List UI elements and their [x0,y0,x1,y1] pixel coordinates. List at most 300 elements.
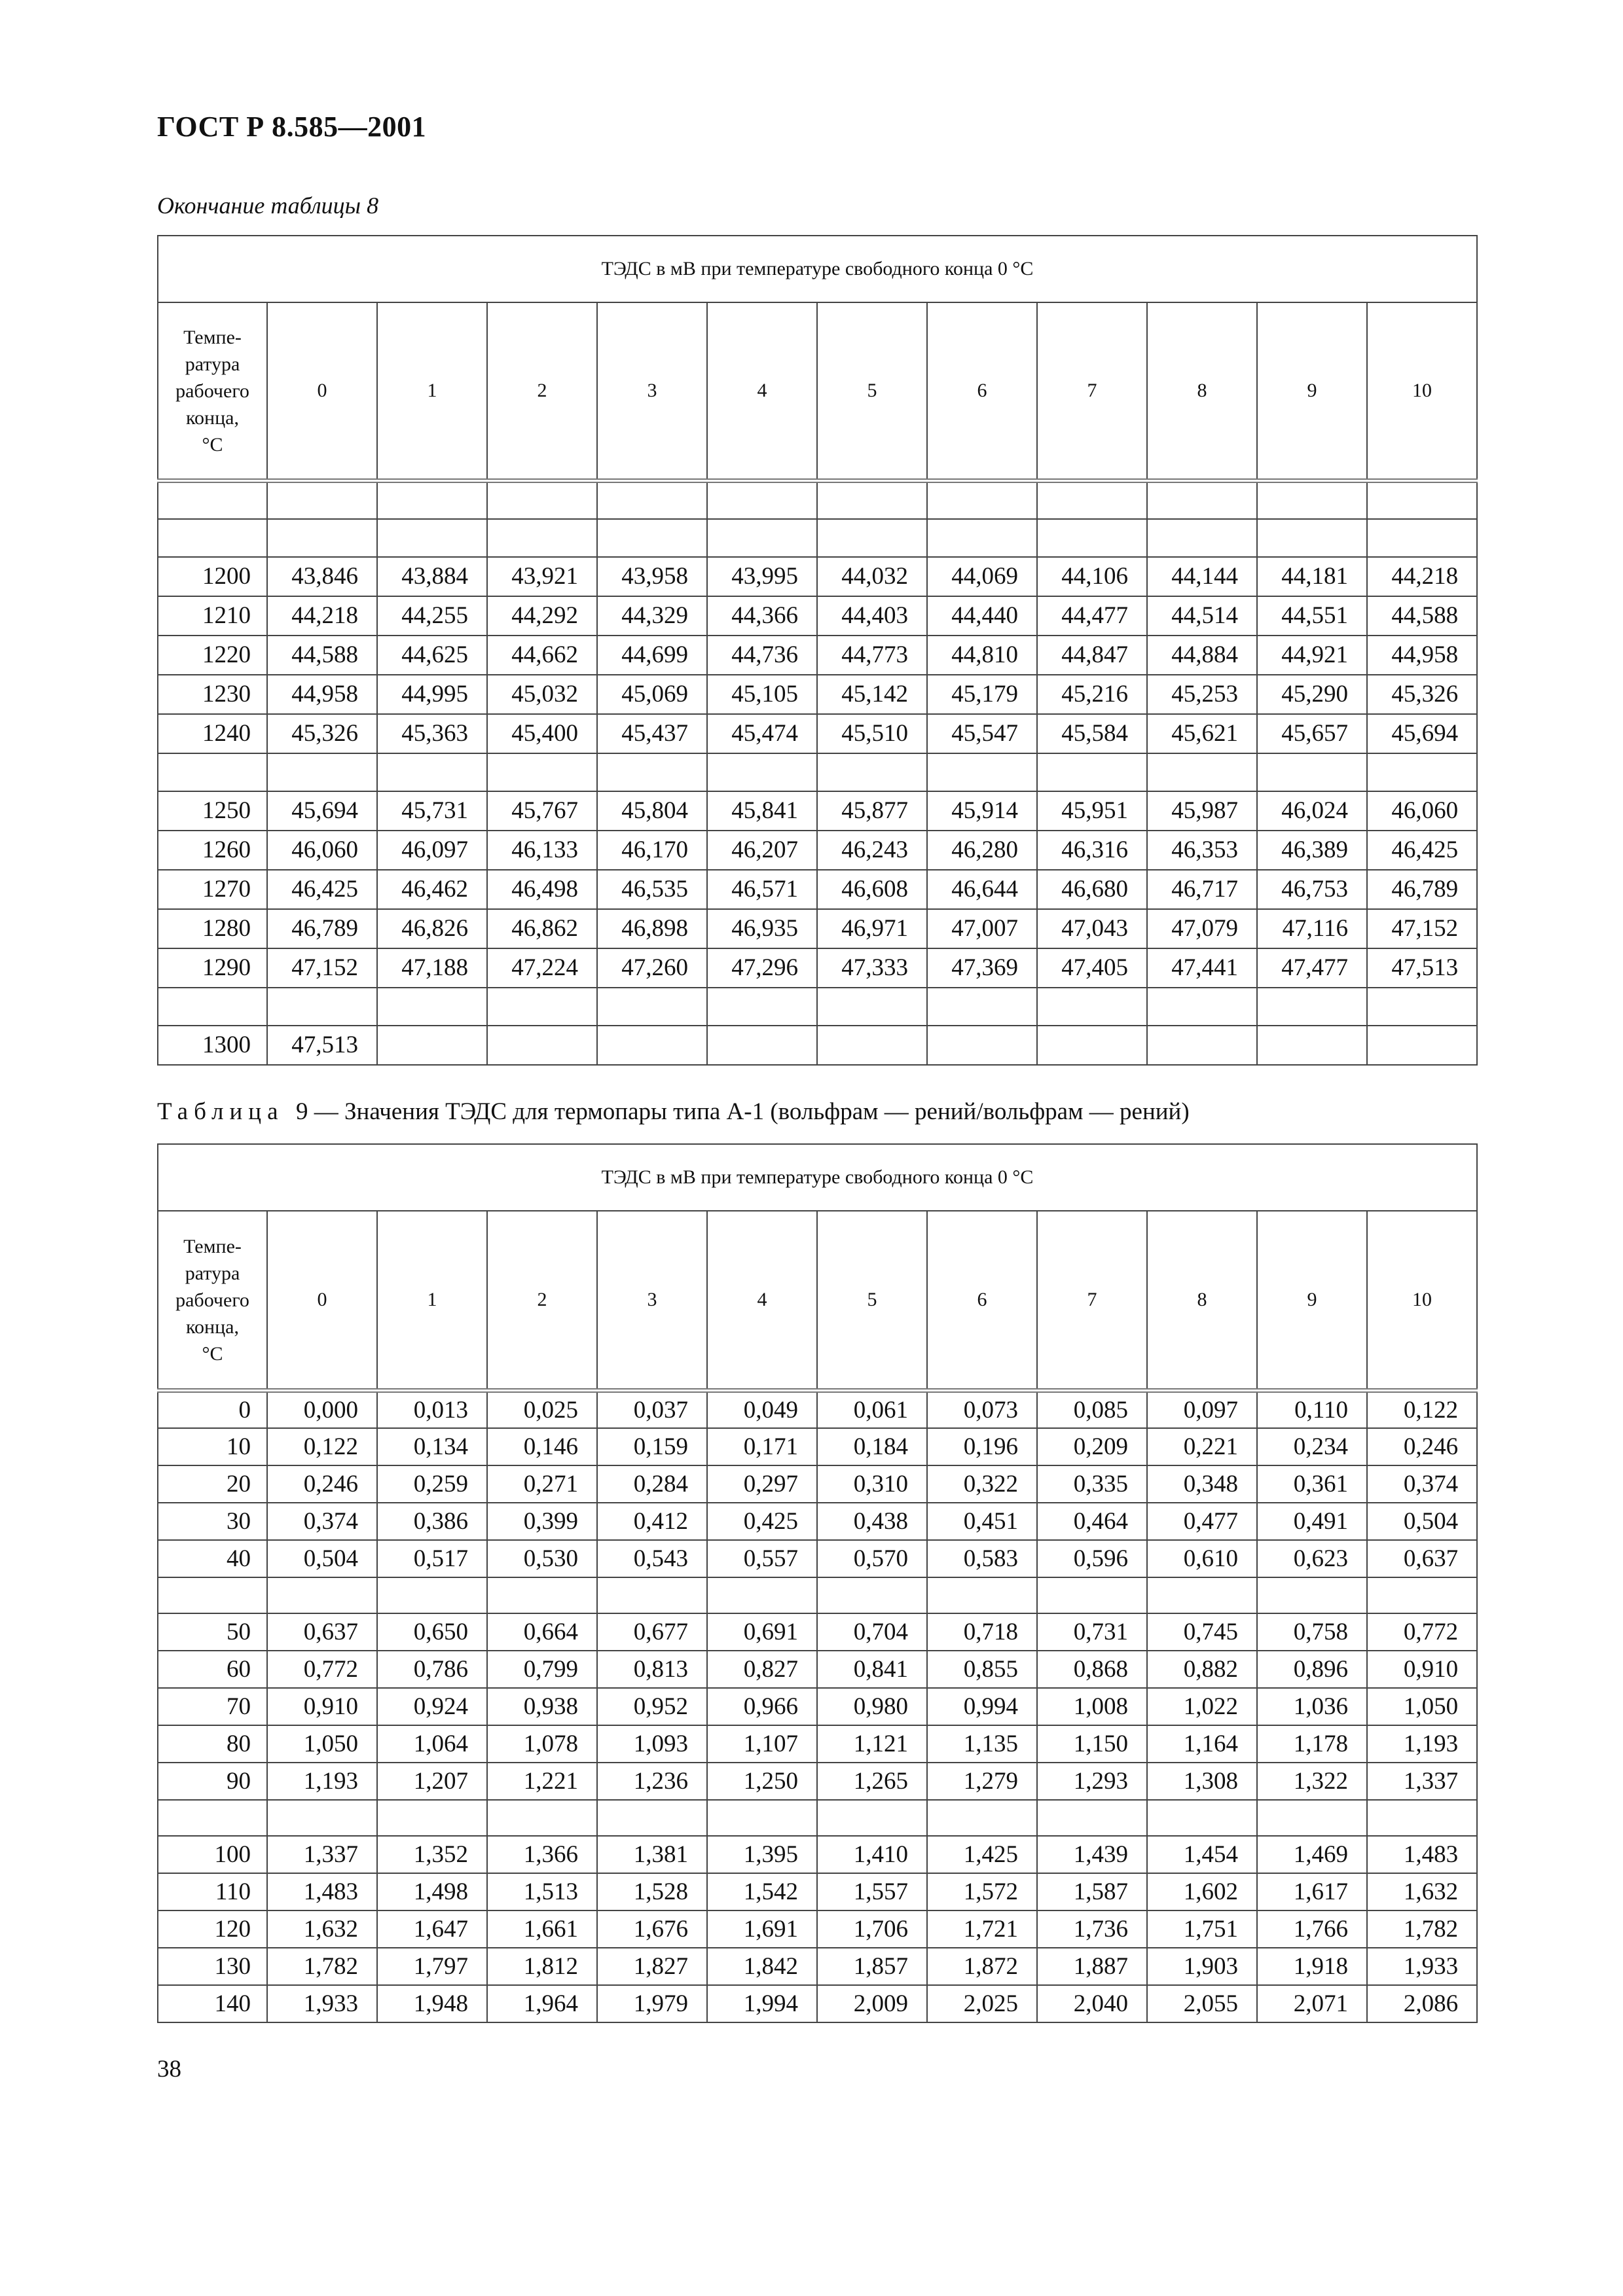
value-cell: 1,308 [1147,1763,1257,1800]
value-cell: 0,122 [1367,1391,1477,1428]
table9-col-header: 3 [597,1211,707,1391]
value-cell: 0,246 [267,1465,377,1503]
value-cell: 44,329 [597,596,707,636]
value-cell: 45,437 [597,714,707,753]
value-cell: 0,221 [1147,1428,1257,1465]
temperature-cell: 1200 [158,557,267,596]
table-row [158,948,1477,988]
value-cell: 1,887 [1037,1948,1147,1985]
value-cell: 47,224 [487,948,597,988]
value-cell [487,1026,597,1065]
temperature-cell: 110 [158,1873,267,1910]
value-cell: 46,462 [377,870,487,909]
value-cell: 0,994 [927,1688,1037,1725]
value-cell: 45,032 [487,675,597,714]
value-cell: 2,009 [817,1985,927,2022]
value-cell: 1,948 [377,1985,487,2022]
value-cell: 43,958 [597,557,707,596]
value-cell: 0,772 [267,1651,377,1688]
value-cell: 1,193 [267,1763,377,1800]
value-cell: 1,632 [1367,1873,1477,1910]
value-cell: 1,193 [1367,1725,1477,1763]
value-cell: 0,813 [597,1651,707,1688]
value-cell [1367,1026,1477,1065]
empty-cell [1147,988,1257,1026]
value-cell: 0,085 [1037,1391,1147,1428]
value-cell: 45,547 [927,714,1037,753]
value-cell: 1,121 [817,1725,927,1763]
empty-cell [817,753,927,791]
value-cell: 44,218 [1367,557,1477,596]
value-cell: 45,474 [707,714,817,753]
table8 [157,235,1478,1066]
separator-row [158,1577,1477,1613]
value-cell: 1,439 [1037,1836,1147,1873]
table-row [158,675,1477,714]
empty-cell [1037,519,1147,557]
value-cell: 0,335 [1037,1465,1147,1503]
value-cell: 0,073 [927,1391,1037,1428]
empty-cell [158,519,267,557]
value-cell [597,1026,707,1065]
value-cell: 46,717 [1147,870,1257,909]
temperature-cell: 1300 [158,1026,267,1065]
table-row [158,1391,1477,1428]
empty-cell [927,1577,1037,1613]
value-cell: 45,767 [487,791,597,831]
empty-cell [1257,753,1367,791]
value-cell: 1,557 [817,1873,927,1910]
table8-col-header: 1 [377,302,487,481]
value-cell: 2,025 [927,1985,1037,2022]
value-cell: 44,403 [817,596,927,636]
value-cell: 47,513 [1367,948,1477,988]
value-cell: 2,040 [1037,1985,1147,2022]
value-cell: 44,588 [267,636,377,675]
value-cell: 44,921 [1257,636,1367,675]
separator-row [158,988,1477,1026]
table9-col-header: 6 [927,1211,1037,1391]
empty-cell [1037,753,1147,791]
value-cell: 0,297 [707,1465,817,1503]
empty-cell [1367,481,1477,519]
value-cell: 0,284 [597,1465,707,1503]
empty-cell [487,988,597,1026]
value-cell: 45,914 [927,791,1037,831]
value-cell: 45,216 [1037,675,1147,714]
value-cell: 0,896 [1257,1651,1367,1688]
empty-cell [158,1577,267,1613]
empty-cell [377,481,487,519]
value-cell: 2,055 [1147,1985,1257,2022]
value-cell [1257,1026,1367,1065]
value-cell: 1,766 [1257,1910,1367,1948]
value-cell: 46,935 [707,909,817,948]
empty-cell [267,519,377,557]
value-cell: 1,661 [487,1910,597,1948]
value-cell: 1,164 [1147,1725,1257,1763]
value-cell: 44,736 [707,636,817,675]
value-cell: 0,374 [1367,1465,1477,1503]
value-cell: 1,050 [1367,1688,1477,1725]
value-cell: 0,209 [1037,1428,1147,1465]
value-cell: 1,827 [597,1948,707,1985]
value-cell: 0,504 [267,1540,377,1577]
value-cell: 1,617 [1257,1873,1367,1910]
value-cell: 1,632 [267,1910,377,1948]
value-cell: 0,924 [377,1688,487,1725]
empty-cell [267,1800,377,1836]
value-cell [707,1026,817,1065]
value-cell: 0,637 [267,1613,377,1651]
value-cell: 2,086 [1367,1985,1477,2022]
table8-col-header: 8 [1147,302,1257,481]
value-cell: 0,097 [1147,1391,1257,1428]
separator-row [158,1800,1477,1836]
value-cell: 0,718 [927,1613,1037,1651]
table9-col-header: 0 [267,1211,377,1391]
table8-col-header: 3 [597,302,707,481]
value-cell: 45,951 [1037,791,1147,831]
value-cell: 0,882 [1147,1651,1257,1688]
temperature-cell: 120 [158,1910,267,1948]
value-cell: 46,133 [487,831,597,870]
empty-cell [707,753,817,791]
value-cell: 0,374 [267,1503,377,1540]
value-cell: 46,535 [597,870,707,909]
value-cell: 1,093 [597,1725,707,1763]
table8-span-header: ТЭДС в мВ при температуре свободного конца 0 °С [158,236,1477,302]
temperature-cell: 1280 [158,909,267,948]
value-cell: 1,221 [487,1763,597,1800]
table-row [158,1651,1477,1688]
value-cell: 0,952 [597,1688,707,1725]
value-cell: 0,322 [927,1465,1037,1503]
value-cell: 46,608 [817,870,927,909]
value-cell: 1,572 [927,1873,1037,1910]
value-cell: 0,110 [1257,1391,1367,1428]
value-cell: 46,971 [817,909,927,948]
table9-column-header-row [158,1211,1477,1391]
value-cell: 45,326 [1367,675,1477,714]
value-cell: 45,105 [707,675,817,714]
value-cell: 1,602 [1147,1873,1257,1910]
empty-cell [1257,1577,1367,1613]
value-cell: 46,243 [817,831,927,870]
value-cell: 46,680 [1037,870,1147,909]
value-cell: 0,610 [1147,1540,1257,1577]
empty-cell [267,988,377,1026]
value-cell: 0,477 [1147,1503,1257,1540]
empty-cell [158,988,267,1026]
value-cell: 1,797 [377,1948,487,1985]
table8-col-header: 5 [817,302,927,481]
empty-cell [817,1800,927,1836]
document-header: ГОСТ Р 8.585—2001 [157,111,427,143]
value-cell: 1,381 [597,1836,707,1873]
empty-cell [597,481,707,519]
temperature-cell: 100 [158,1836,267,1873]
value-cell: 45,657 [1257,714,1367,753]
table-row [158,909,1477,948]
value-cell: 0,159 [597,1428,707,1465]
value-cell: 47,007 [927,909,1037,948]
value-cell: 44,995 [377,675,487,714]
empty-cell [817,481,927,519]
value-cell: 1,293 [1037,1763,1147,1800]
table8-col-header: 2 [487,302,597,481]
table9-caption-text: 9 — Значения ТЭДС для термопары типа А-1 (вольфрам — рений/вольфрам — рений) [296,1098,1190,1125]
value-cell: 1,250 [707,1763,817,1800]
value-cell: 1,337 [1367,1763,1477,1800]
value-cell: 47,513 [267,1026,377,1065]
empty-cell [707,481,817,519]
value-cell: 44,588 [1367,596,1477,636]
table8-col-header: 0 [267,302,377,481]
empty-cell [1367,1800,1477,1836]
empty-cell [487,753,597,791]
value-cell: 1,236 [597,1763,707,1800]
value-cell: 47,043 [1037,909,1147,948]
value-cell: 1,022 [1147,1688,1257,1725]
value-cell: 46,316 [1037,831,1147,870]
value-cell: 47,477 [1257,948,1367,988]
empty-cell [1367,753,1477,791]
empty-cell [927,1800,1037,1836]
value-cell: 0,310 [817,1465,927,1503]
table9-col-header: 7 [1037,1211,1147,1391]
value-cell: 1,933 [1367,1948,1477,1985]
value-cell: 1,337 [267,1836,377,1873]
value-cell: 47,188 [377,948,487,988]
value-cell [927,1026,1037,1065]
table9-col-header: 2 [487,1211,597,1391]
value-cell: 45,400 [487,714,597,753]
table9-col-header: 4 [707,1211,817,1391]
value-cell: 1,542 [707,1873,817,1910]
empty-cell [158,1800,267,1836]
table8-col-header: 4 [707,302,817,481]
value-cell: 0,623 [1257,1540,1367,1577]
table8-col-header: 6 [927,302,1037,481]
value-cell: 45,584 [1037,714,1147,753]
value-cell: 0,425 [707,1503,817,1540]
value-cell: 46,498 [487,870,597,909]
empty-cell [1147,519,1257,557]
value-cell: 45,731 [377,791,487,831]
value-cell: 1,454 [1147,1836,1257,1873]
value-cell: 1,587 [1037,1873,1147,1910]
value-cell: 1,265 [817,1763,927,1800]
temperature-cell: 30 [158,1503,267,1540]
empty-cell [1147,481,1257,519]
value-cell: 46,060 [1367,791,1477,831]
table-row [158,1688,1477,1725]
empty-cell [377,1800,487,1836]
table-row [158,870,1477,909]
table9-caption-label: Таблица [157,1098,284,1125]
value-cell: 47,116 [1257,909,1367,948]
value-cell: 43,995 [707,557,817,596]
table-row [158,596,1477,636]
value-cell: 43,921 [487,557,597,596]
value-cell: 44,255 [377,596,487,636]
table9-col-header: 5 [817,1211,927,1391]
table-row [158,1428,1477,1465]
value-cell: 0,146 [487,1428,597,1465]
temperature-cell: 1240 [158,714,267,753]
value-cell: 1,676 [597,1910,707,1948]
empty-cell [377,753,487,791]
empty-cell [267,1577,377,1613]
empty-cell [1147,753,1257,791]
empty-cell [487,1577,597,1613]
value-cell: 45,510 [817,714,927,753]
empty-cell [487,481,597,519]
value-cell: 0,731 [1037,1613,1147,1651]
value-cell: 43,884 [377,557,487,596]
table-row [158,1613,1477,1651]
table8-caption: Окончание таблицы 8 [157,192,379,219]
value-cell: 0,271 [487,1465,597,1503]
value-cell: 0,980 [817,1688,927,1725]
empty-cell [927,988,1037,1026]
value-cell: 44,551 [1257,596,1367,636]
value-cell: 44,884 [1147,636,1257,675]
value-cell: 47,369 [927,948,1037,988]
value-cell: 47,260 [597,948,707,988]
value-cell: 44,032 [817,557,927,596]
value-cell: 47,152 [1367,909,1477,948]
value-cell: 44,625 [377,636,487,675]
table-row [158,1985,1477,2022]
value-cell: 45,253 [1147,675,1257,714]
value-cell: 0,399 [487,1503,597,1540]
value-cell: 45,987 [1147,791,1257,831]
value-cell: 1,135 [927,1725,1037,1763]
value-cell: 0,171 [707,1428,817,1465]
value-cell: 46,060 [267,831,377,870]
table9-col-header: 9 [1257,1211,1367,1391]
temperature-cell: 1220 [158,636,267,675]
table-row [158,714,1477,753]
table8-col-header: 10 [1367,302,1477,481]
value-cell: 1,366 [487,1836,597,1873]
value-cell: 47,296 [707,948,817,988]
value-cell: 0,530 [487,1540,597,1577]
value-cell: 1,691 [707,1910,817,1948]
value-cell: 1,782 [267,1948,377,1985]
value-cell: 1,279 [927,1763,1037,1800]
value-cell: 46,425 [267,870,377,909]
value-cell: 0,491 [1257,1503,1367,1540]
value-cell: 43,846 [267,557,377,596]
value-cell: 0,196 [927,1428,1037,1465]
value-cell: 1,064 [377,1725,487,1763]
temperature-cell: 80 [158,1725,267,1763]
value-cell: 47,152 [267,948,377,988]
value-cell: 1,395 [707,1836,817,1873]
value-cell: 1,647 [377,1910,487,1948]
value-cell: 1,425 [927,1836,1037,1873]
value-cell: 1,469 [1257,1836,1367,1873]
empty-cell [927,753,1037,791]
value-cell: 1,933 [267,1985,377,2022]
value-cell: 1,994 [707,1985,817,2022]
table8-column-header-row [158,302,1477,481]
value-cell: 44,810 [927,636,1037,675]
table-row [158,1725,1477,1763]
value-cell: 44,958 [1367,636,1477,675]
value-cell: 0,966 [707,1688,817,1725]
empty-cell [817,988,927,1026]
empty-cell [158,753,267,791]
empty-cell [597,1800,707,1836]
temperature-cell: 1250 [158,791,267,831]
value-cell: 45,363 [377,714,487,753]
empty-cell [707,1577,817,1613]
table-row [158,1910,1477,1948]
value-cell: 0,841 [817,1651,927,1688]
table-row [158,557,1477,596]
temperature-cell: 1230 [158,675,267,714]
value-cell: 0,361 [1257,1465,1367,1503]
temperature-cell: 140 [158,1985,267,2022]
value-cell: 0,745 [1147,1613,1257,1651]
value-cell: 1,050 [267,1725,377,1763]
value-cell: 44,773 [817,636,927,675]
value-cell: 0,855 [927,1651,1037,1688]
value-cell: 0,827 [707,1651,817,1688]
value-cell: 1,498 [377,1873,487,1910]
value-cell: 0,677 [597,1613,707,1651]
value-cell: 1,872 [927,1948,1037,1985]
value-cell: 46,862 [487,909,597,948]
table9-col-header: 10 [1367,1211,1477,1391]
value-cell: 1,706 [817,1910,927,1948]
table-row [158,636,1477,675]
value-cell: 1,207 [377,1763,487,1800]
value-cell [377,1026,487,1065]
value-cell: 0,938 [487,1688,597,1725]
temperature-cell: 40 [158,1540,267,1577]
table9 [157,1143,1478,2023]
value-cell: 1,008 [1037,1688,1147,1725]
separator-row [158,519,1477,557]
empty-cell [707,1800,817,1836]
value-cell: 44,440 [927,596,1037,636]
value-cell: 1,150 [1037,1725,1147,1763]
value-cell: 0,451 [927,1503,1037,1540]
empty-cell [1257,988,1367,1026]
value-cell: 0,000 [267,1391,377,1428]
value-cell: 45,069 [597,675,707,714]
value-cell: 0,596 [1037,1540,1147,1577]
table-row [158,1948,1477,1985]
value-cell [1037,1026,1147,1065]
empty-cell [1037,988,1147,1026]
value-cell: 0,637 [1367,1540,1477,1577]
value-cell: 0,704 [817,1613,927,1651]
empty-cell [707,988,817,1026]
value-cell: 44,366 [707,596,817,636]
value-cell: 1,857 [817,1948,927,1985]
empty-cell [377,519,487,557]
value-cell: 0,543 [597,1540,707,1577]
value-cell: 0,246 [1367,1428,1477,1465]
temperature-cell: 1210 [158,596,267,636]
value-cell: 0,134 [377,1428,487,1465]
